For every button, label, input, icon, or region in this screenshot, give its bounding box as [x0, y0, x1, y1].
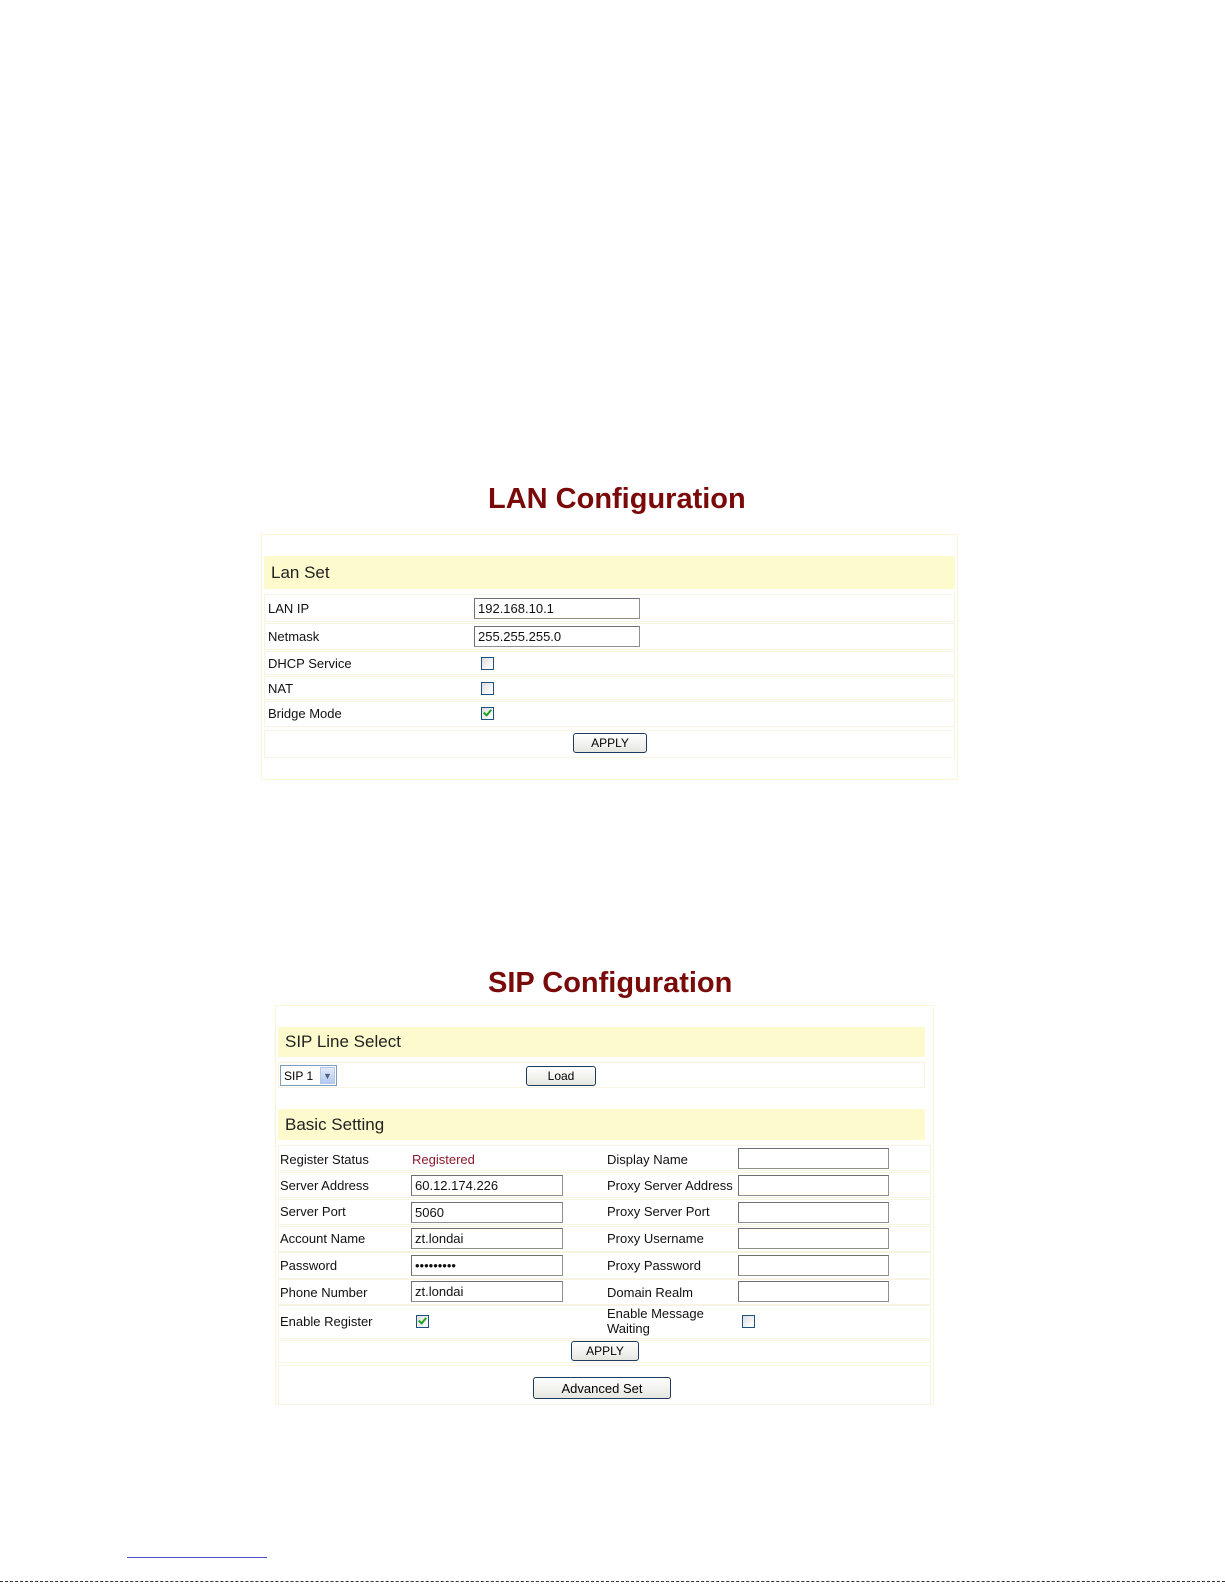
bridge-label: Bridge Mode — [268, 706, 342, 721]
lan-ip-input[interactable] — [474, 598, 640, 619]
nat-label: NAT — [268, 681, 294, 696]
netmask-row — [264, 623, 955, 650]
sip-row-5 — [278, 1252, 931, 1279]
dhcp-label: DHCP Service — [268, 656, 352, 671]
sip-line-row — [278, 1062, 925, 1088]
proxy-server-port-label: Proxy Server Port — [607, 1204, 710, 1219]
sip-row-2 — [278, 1172, 931, 1198]
lan-apply-button[interactable]: APPLY — [573, 733, 647, 753]
server-address-input[interactable] — [411, 1175, 563, 1196]
sip-config-title: SIP Configuration — [488, 967, 733, 999]
sip-row-6 — [278, 1279, 931, 1305]
proxy-server-address-input[interactable] — [738, 1175, 889, 1196]
proxy-server-port-input[interactable] — [738, 1202, 889, 1223]
server-port-label: Server Port — [280, 1204, 346, 1219]
proxy-username-label: Proxy Username — [607, 1231, 704, 1246]
netmask-input[interactable] — [474, 626, 640, 647]
sip-line-select[interactable] — [280, 1065, 337, 1086]
phone-number-input[interactable] — [411, 1281, 563, 1302]
basic-setting-header — [278, 1109, 925, 1140]
basic-setting-title: Basic Setting — [285, 1114, 385, 1134]
nat-checkbox[interactable] — [481, 682, 494, 695]
phone-number-label: Phone Number — [280, 1285, 368, 1300]
footer-link-underline — [127, 1557, 267, 1558]
domain-realm-label: Domain Realm — [607, 1285, 693, 1300]
proxy-username-input[interactable] — [738, 1228, 889, 1249]
dhcp-row — [264, 651, 955, 675]
sip-apply-button[interactable]: APPLY — [571, 1341, 639, 1361]
sip-config-panel — [275, 1005, 934, 1405]
enable-mwi-checkbox[interactable] — [742, 1315, 755, 1328]
server-address-label: Server Address — [280, 1178, 369, 1193]
display-name-input[interactable] — [738, 1148, 889, 1169]
dhcp-checkbox[interactable] — [481, 657, 494, 670]
lan-config-title: LAN Configuration — [488, 483, 746, 515]
register-status-label: Register Status — [280, 1152, 369, 1167]
sip-line-select-title: SIP Line Select — [285, 1032, 401, 1051]
enable-mwi-label-line1: Enable Message — [607, 1306, 704, 1321]
sip-line-select-header — [278, 1027, 925, 1057]
sip-row-3 — [278, 1199, 931, 1225]
advanced-set-button[interactable]: Advanced Set — [533, 1377, 671, 1399]
register-status-value: Registered — [412, 1152, 475, 1167]
chevron-down-icon[interactable]: ▼ — [320, 1067, 335, 1084]
load-button[interactable]: Load — [526, 1066, 596, 1086]
lan-apply-row — [264, 730, 955, 758]
sip-line-select-value: SIP 1 — [284, 1068, 314, 1083]
sip-row-7 — [278, 1305, 931, 1339]
server-port-input[interactable] — [411, 1202, 563, 1223]
sip-row-1 — [278, 1145, 931, 1171]
lan-config-panel — [261, 534, 958, 780]
sip-advanced-row — [278, 1365, 931, 1405]
lan-set-title: Lan Set — [271, 562, 330, 582]
enable-register-label: Enable Register — [280, 1314, 373, 1329]
password-label: Password — [280, 1258, 338, 1273]
domain-realm-input[interactable] — [738, 1281, 889, 1302]
nat-row — [264, 676, 955, 700]
sip-apply-row — [278, 1340, 931, 1363]
lan-set-header — [264, 556, 955, 589]
proxy-password-input[interactable] — [738, 1255, 889, 1276]
bridge-row — [264, 701, 955, 727]
lan-ip-label: LAN IP — [268, 601, 310, 616]
proxy-password-label: Proxy Password — [607, 1258, 701, 1273]
page-divider — [0, 1581, 1225, 1582]
sip-row-4 — [278, 1226, 931, 1252]
display-name-label: Display Name — [607, 1152, 688, 1167]
enable-register-checkbox[interactable] — [416, 1315, 429, 1328]
enable-mwi-label-line2: Waiting — [607, 1321, 650, 1336]
account-name-input[interactable] — [411, 1228, 563, 1249]
bridge-checkbox[interactable] — [481, 707, 494, 720]
proxy-server-address-label: Proxy Server Address — [607, 1178, 733, 1193]
account-name-label: Account Name — [280, 1231, 366, 1246]
check-icon — [483, 707, 492, 716]
check-icon — [418, 1315, 427, 1324]
lan-ip-row — [264, 594, 955, 622]
password-input[interactable] — [411, 1255, 563, 1276]
netmask-label: Netmask — [268, 629, 320, 644]
